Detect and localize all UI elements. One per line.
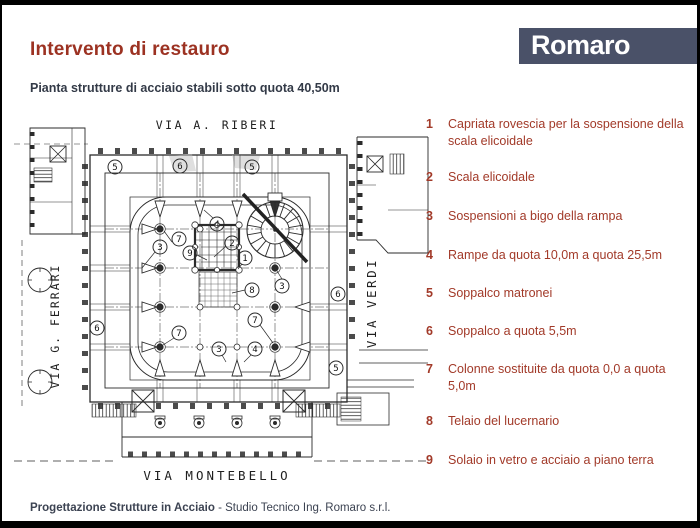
legend-item-5 bbox=[426, 285, 692, 302]
street-label-riberi: VIA A. RIBERI bbox=[155, 118, 279, 132]
callout-number: 4 bbox=[252, 345, 258, 355]
legend-number: 1 bbox=[426, 117, 433, 131]
footer-credit bbox=[30, 502, 390, 514]
legend-number: 5 bbox=[426, 286, 433, 300]
legend-text: Scala elicoidale bbox=[448, 170, 535, 184]
plan-callouts bbox=[90, 159, 345, 375]
glass-floor-lattice bbox=[199, 272, 237, 307]
legend-number: 3 bbox=[426, 209, 433, 223]
callout-number: 3 bbox=[216, 345, 222, 355]
legend-list bbox=[426, 111, 692, 481]
callout-number: 7 bbox=[176, 329, 182, 339]
stair-x-icon bbox=[50, 146, 66, 162]
callout-number: 2 bbox=[229, 239, 235, 249]
callout-number: 5 bbox=[249, 163, 255, 173]
floor-plan-drawing bbox=[14, 110, 429, 490]
callout-number: 3 bbox=[279, 282, 285, 292]
spiral-staircase bbox=[243, 194, 307, 262]
callout-number: 8 bbox=[249, 286, 255, 296]
legend-item-1 bbox=[426, 116, 692, 150]
stair-x-icon bbox=[367, 156, 383, 172]
legend-item-7 bbox=[426, 361, 692, 395]
legend-item-3 bbox=[426, 208, 692, 225]
page-subtitle: Pianta strutture di acciaio stabili sotto quota 40,50m bbox=[30, 81, 340, 95]
callout-number: 7 bbox=[252, 316, 258, 326]
legend-item-9 bbox=[426, 452, 692, 469]
main-building-walls bbox=[85, 151, 352, 406]
legend-item-2 bbox=[426, 169, 692, 186]
legend-number: 8 bbox=[426, 414, 433, 428]
legend-number: 4 bbox=[426, 248, 433, 262]
callout-number: 5 bbox=[333, 364, 339, 374]
legend-number: 6 bbox=[426, 324, 433, 338]
legend-text: Solaio in vetro e acciaio a piano terra bbox=[448, 453, 654, 467]
legend-text: Capriata rovescia per la sospensione della scala elicoidale bbox=[448, 117, 684, 148]
legend-number: 7 bbox=[426, 362, 433, 376]
street-label-ferrari: VIA G. FERRARI bbox=[48, 263, 62, 389]
street-label-verdi: VIA VERDI bbox=[364, 257, 379, 349]
footer-bold: Progettazione Strutture in Acciaio bbox=[30, 502, 215, 514]
legend-item-4 bbox=[426, 247, 692, 264]
south-portico bbox=[92, 390, 340, 457]
legend-number: 2 bbox=[426, 170, 433, 184]
romaro-logo: Romaro bbox=[519, 28, 697, 64]
legend-text: Telaio del lucernario bbox=[448, 414, 560, 428]
legend-number: 9 bbox=[426, 453, 433, 467]
structural-grid bbox=[90, 155, 347, 402]
callout-number: 1 bbox=[242, 254, 248, 264]
callout-number: 6 bbox=[177, 162, 183, 172]
callout-number: 5 bbox=[112, 163, 118, 173]
legend-text: Colonne sostituite da quota 0,0 a quota 5,0m bbox=[448, 362, 666, 393]
legend-text: Sospensioni a bigo della rampa bbox=[448, 209, 623, 223]
footer-rest: - Studio Tecnico Ing. Romaro s.r.l. bbox=[214, 502, 391, 514]
callout-number: 6 bbox=[335, 290, 341, 300]
callout-number: 4 bbox=[214, 220, 220, 230]
street-label-montebello: VIA MONTEBELLO bbox=[143, 468, 291, 483]
callout-number: 7 bbox=[176, 235, 182, 245]
page-title: Intervento di restauro bbox=[30, 39, 230, 60]
legend-text: Rampe da quota 10,0m a quota 25,5m bbox=[448, 248, 663, 262]
callout-number: 6 bbox=[94, 324, 100, 334]
legend-item-6 bbox=[426, 323, 692, 340]
legend-text: Soppalco a quota 5,5m bbox=[448, 324, 577, 338]
legend-item-8 bbox=[426, 413, 692, 430]
callout-number: 3 bbox=[157, 243, 163, 253]
legend-text: Soppalco matronei bbox=[448, 286, 553, 300]
callout-number: 9 bbox=[187, 249, 193, 259]
